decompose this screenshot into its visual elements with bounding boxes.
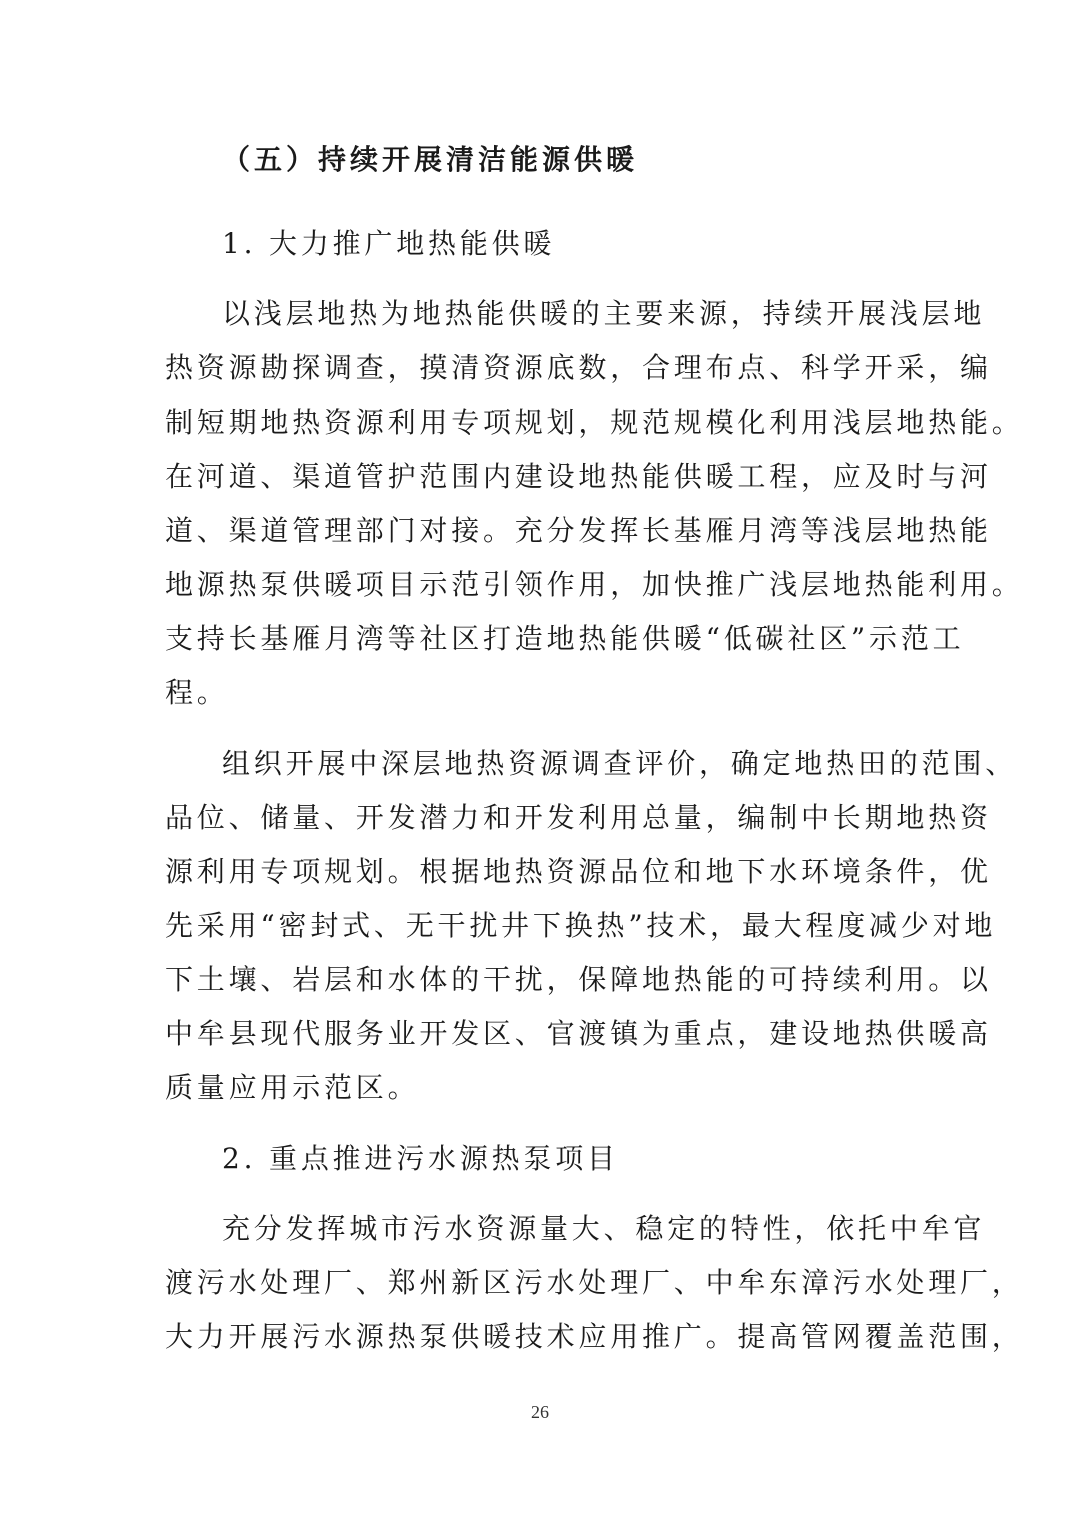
paragraph-2-line-1: 组织开展中深层地热资源调查评价，确定地热田的范围、 xyxy=(222,747,1018,780)
paragraph-1-line-2: 热资源勘探调查，摸清资源底数，合理布点、科学开采，编 xyxy=(165,351,992,384)
paragraph-2-line-7: 质量应用示范区。 xyxy=(165,1071,420,1104)
paragraph-1-line-1: 以浅层地热为地热能供暖的主要来源，持续开展浅层地 xyxy=(222,297,986,330)
paragraph-3-line-3: 大力开展污水源热泵供暖技术应用推广。提高管网覆盖范围， xyxy=(165,1320,1024,1353)
paragraph-1-line-3: 制短期地热资源利用专项规划，规范规模化利用浅层地热能。 xyxy=(165,406,1024,439)
paragraph-3-line-2: 渡污水处理厂、郑州新区污水处理厂、中牟东漳污水处理厂， xyxy=(165,1266,1024,1299)
paragraph-2-line-6: 中牟县现代服务业开发区、官渡镇为重点，建设地热供暖高 xyxy=(165,1017,992,1050)
paragraph-1-line-7: 支持长基雁月湾等社区打造地热能供暖“低碳社区”示范工 xyxy=(165,622,965,655)
page-number: 26 xyxy=(531,1402,549,1422)
section-heading: （五）持续开展清洁能源供暖 xyxy=(222,143,639,176)
subheading-sewage-heat-pump: 2. 重点推进污水源热泵项目 xyxy=(222,1142,619,1175)
paragraph-3-line-1: 充分发挥城市污水资源量大、稳定的特性，依托中牟官 xyxy=(222,1212,986,1245)
paragraph-2-line-2: 品位、储量、开发潜力和开发利用总量，编制中长期地热资 xyxy=(165,801,992,834)
paragraph-2-line-4: 先采用“密封式、无干扰井下换热”技术，最大程度减少对地 xyxy=(165,909,997,942)
paragraph-2-line-5: 下土壤、岩层和水体的干扰，保障地热能的可持续利用。以 xyxy=(165,963,992,996)
paragraph-1-line-8: 程。 xyxy=(165,676,229,709)
paragraph-2-line-3: 源利用专项规划。根据地热资源品位和地下水环境条件，优 xyxy=(165,855,992,888)
paragraph-1-line-4: 在河道、渠道管护范围内建设地热能供暖工程，应及时与河 xyxy=(165,460,992,493)
paragraph-1-line-6: 地源热泵供暖项目示范引领作用，加快推广浅层地热能利用。 xyxy=(165,568,1024,601)
paragraph-1-line-5: 道、渠道管理部门对接。充分发挥长基雁月湾等浅层地热能 xyxy=(165,514,992,547)
subheading-geothermal: 1. 大力推广地热能供暖 xyxy=(222,227,556,260)
